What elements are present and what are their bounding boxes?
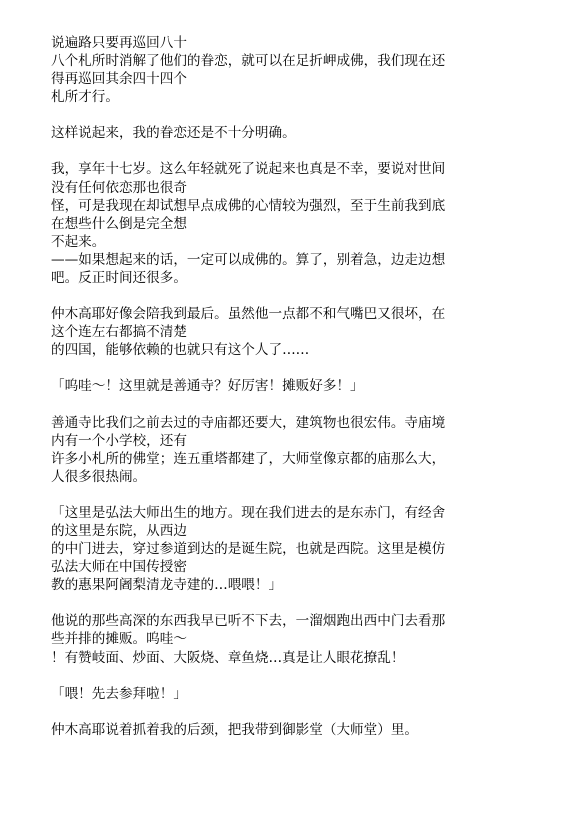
text-line: 这个连左右都搞不清楚 — [51, 324, 187, 341]
document-page — [51, 34, 527, 739]
paragraph — [51, 377, 527, 395]
text-line: 的四国，能够依赖的也就只有这个人了…… — [51, 342, 310, 359]
text-line: ！有赞岐面、炒面、大阪烧、章鱼烧…真是让人眼花撩乱！ — [51, 649, 405, 666]
paragraph-gap — [51, 703, 527, 721]
text-line: 札所才行。 — [51, 89, 119, 106]
text-line: 的中门进去，穿过参道到达的是诞生院，也就是西院。这里是模仿 — [51, 541, 446, 558]
text-line: 仲木高耶好像会陪我到最后。虽然他一点都不和气嘴巴又很坏，在 — [51, 306, 446, 323]
text-line: 得再巡回其余四十四个 — [51, 71, 187, 88]
paragraph — [51, 685, 527, 703]
paragraph-gap — [51, 106, 527, 124]
text-line: 善通寺比我们之前去过的寺庙都还要大，建筑物也很宏伟。寺庙境 — [51, 414, 446, 431]
text-line: 仲木高耶说着抓着我的后颈，把我带到御影堂（大师堂）里。 — [51, 721, 419, 738]
paragraph — [51, 305, 527, 359]
paragraph — [51, 721, 527, 739]
text-line: 弘法大师在中国传授密 — [51, 559, 187, 576]
text-line: 许多小札所的佛堂；连五重塔都建了，大师堂像京都的庙那么大， — [51, 450, 446, 467]
paragraph-gap — [51, 396, 527, 414]
text-line: 些并排的摊贩。呜哇～ — [51, 631, 187, 648]
text-line: 怪，可是我现在却试想早点成佛的心情较为强烈，至于生前我到底 — [51, 197, 446, 214]
text-line: 人很多很热闹。 — [51, 468, 147, 485]
paragraph-gap — [51, 142, 527, 160]
paragraph-gap — [51, 594, 527, 612]
text-line: 说遍路只要再巡回八十 — [51, 35, 187, 51]
paragraph-gap — [51, 287, 527, 305]
paragraph — [51, 504, 527, 594]
text-line: 这样说起来，我的眷恋还是不十分明确。 — [51, 125, 296, 142]
text-line: 八个札所时消解了他们的眷恋，就可以在足折岬成佛，我们现在还 — [51, 53, 446, 70]
paragraph — [51, 612, 527, 666]
text-line: 「喂！先去参拜啦！」 — [51, 685, 187, 702]
paragraph — [51, 414, 527, 486]
text-line: 「呜哇～！这里就是善通寺？好厉害！摊贩好多！」 — [51, 378, 364, 395]
text-line: 不起来。 — [51, 233, 106, 250]
text-line: 「这里是弘法大师出生的地方。现在我们进去的是东赤门，有经舍 — [51, 504, 446, 521]
text-line: 他说的那些高深的东西我早已听不下去，一溜烟跑出西中门去看那 — [51, 613, 446, 630]
text-line: 在想些什么倒是完全想 — [51, 215, 187, 232]
text-line: 我，享年十七岁。这么年轻就死了说起来也真是不幸，要说对世间 — [51, 161, 446, 178]
text-line: 没有任何依恋那也很奇 — [51, 179, 187, 196]
paragraph-gap — [51, 359, 527, 377]
paragraph — [51, 124, 527, 142]
text-line: ——如果想起来的话，一定可以成佛的。算了，别着急，边走边想 — [51, 251, 446, 268]
paragraph — [51, 34, 527, 106]
text-line: 吧。反正时间还很多。 — [51, 270, 187, 287]
paragraph-gap — [51, 486, 527, 504]
text-line: 教的惠果阿阇梨清龙寺建的…喂喂！」 — [51, 577, 283, 594]
paragraph-gap — [51, 667, 527, 685]
paragraph — [51, 160, 527, 287]
text-line: 的这里是东院，从西边 — [51, 522, 187, 539]
text-line: 内有一个小学校，还有 — [51, 432, 187, 449]
